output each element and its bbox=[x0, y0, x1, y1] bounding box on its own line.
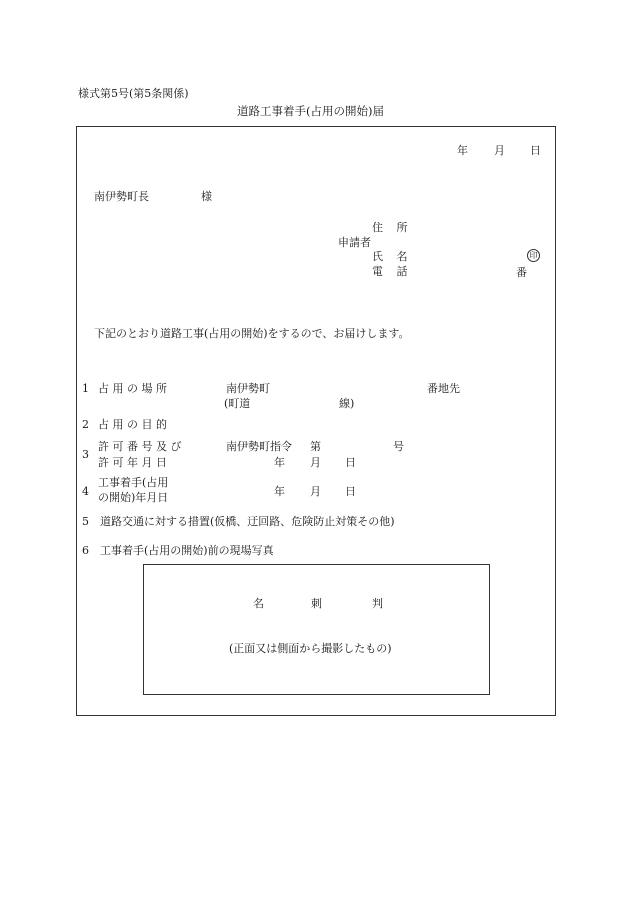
item4-number: 4 bbox=[82, 485, 89, 498]
applicant-label: 申請者 bbox=[338, 236, 371, 249]
addressee-name: 南伊勢町長 bbox=[94, 190, 149, 203]
item2-number: 2 bbox=[82, 418, 89, 431]
photo-caption: (正面又は側面から撮影したもの) bbox=[229, 642, 392, 655]
item1-value: 南伊勢町 bbox=[226, 382, 270, 395]
item1-road-open: (町道 bbox=[224, 397, 251, 410]
item3-go: 号 bbox=[393, 440, 404, 453]
item4-label-line2: の開始)年月日 bbox=[98, 491, 169, 504]
photo-mei: 名 bbox=[253, 597, 264, 610]
item4-day: 日 bbox=[345, 485, 356, 498]
photo-ban: 判 bbox=[372, 597, 383, 610]
form-number: 様式第5号(第5条関係) bbox=[78, 87, 189, 100]
phone-suffix: 番 bbox=[516, 266, 527, 279]
item5-label: 道路交通に対する措置(仮橋、迂回路、危険防止対策その他) bbox=[100, 515, 395, 528]
item4-month: 月 bbox=[310, 485, 321, 498]
item2-label: 占 用 の 目 的 bbox=[98, 418, 167, 431]
name-label: 氏 名 bbox=[372, 250, 413, 263]
item6-number: 6 bbox=[82, 544, 89, 557]
seal-mark: 印 bbox=[527, 249, 540, 262]
item1-label: 占 用 の 場 所 bbox=[98, 382, 167, 395]
photo-shi: 刺 bbox=[311, 597, 322, 610]
date-year-label: 年 bbox=[457, 144, 468, 157]
address-label: 住 所 bbox=[372, 221, 413, 234]
item3-label-line1: 許 可 番 号 及 び bbox=[98, 440, 182, 453]
item4-year: 年 bbox=[274, 485, 285, 498]
photo-box bbox=[143, 564, 490, 695]
addressee-honorific: 様 bbox=[201, 190, 212, 203]
item3-dai: 第 bbox=[310, 440, 321, 453]
item1-suffix: 番地先 bbox=[427, 382, 460, 395]
item4-label-line1: 工事着手(占用 bbox=[98, 476, 169, 489]
item3-label-line2: 許 可 年 月 日 bbox=[98, 456, 167, 469]
intro-text: 下記のとおり道路工事(占用の開始)をするので、お届けします。 bbox=[94, 327, 410, 340]
phone-label: 電 話 bbox=[372, 265, 413, 278]
item3-directive: 南伊勢町指令 bbox=[226, 440, 292, 453]
item6-label: 工事着手(占用の開始)前の現場写真 bbox=[100, 544, 274, 557]
form-title: 道路工事着手(占用の開始)届 bbox=[237, 104, 384, 118]
item3-month: 月 bbox=[310, 456, 321, 469]
date-day-label: 日 bbox=[530, 144, 541, 157]
item3-day: 日 bbox=[345, 456, 356, 469]
date-month-label: 月 bbox=[494, 144, 505, 157]
item1-road-close: 線) bbox=[339, 397, 355, 410]
item3-number: 3 bbox=[82, 448, 89, 461]
item5-number: 5 bbox=[82, 515, 89, 528]
item1-number: 1 bbox=[82, 382, 89, 395]
item3-year: 年 bbox=[274, 456, 285, 469]
